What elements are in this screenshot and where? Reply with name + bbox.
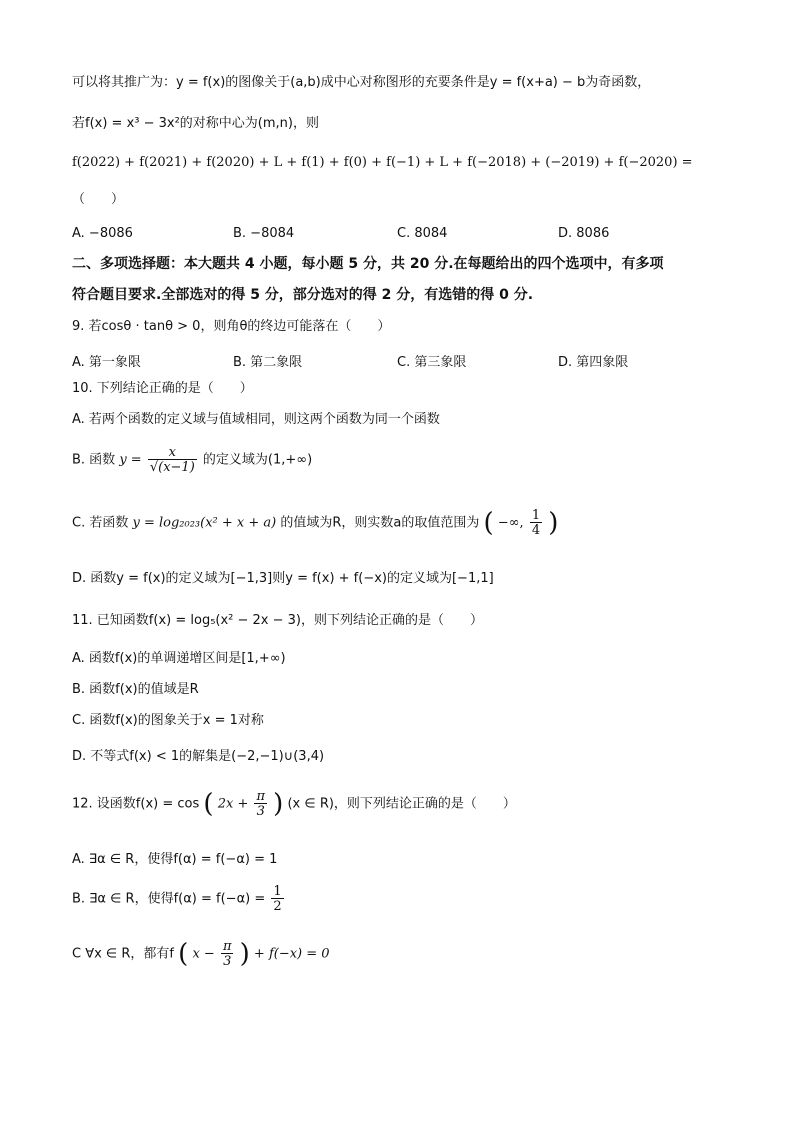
q10-b-denominator: √(x−1) <box>149 460 195 475</box>
q12-c-numerator: π <box>222 939 232 954</box>
q12-option-c <box>72 940 330 968</box>
q12-c-left-paren: ( <box>178 939 189 969</box>
q12-b-denominator: 2 <box>273 899 282 914</box>
q10-option-c <box>72 509 558 537</box>
q10-stem: 10. 下列结论正确的是（ ） <box>72 381 253 396</box>
q12-b-numerator: 1 <box>273 884 282 899</box>
q12-numerator: π <box>256 789 266 804</box>
q10-option-a: A. 若两个函数的定义域与值域相同，则这两个函数为同一个函数 <box>72 412 440 427</box>
q9-option-c: C. 第三象限 <box>397 355 467 370</box>
q11-option-c: C. 函数f(x)的图象关于x = 1对称 <box>72 713 264 728</box>
q10-c-middle: 的值域为R，则实数a的取值范围为 <box>280 515 480 531</box>
q10-b-fraction <box>148 446 197 474</box>
q9-option-b: B. 第二象限 <box>233 355 303 370</box>
q11-option-d: D. 不等式f(x) < 1的解集是(−2,−1)∪(3,4) <box>72 749 325 764</box>
q12-fraction <box>254 790 267 818</box>
q9-stem: 9. 若cosθ · tanθ > 0，则角θ的终边可能落在（ ） <box>72 319 391 334</box>
q10-c-denominator: 4 <box>531 523 541 538</box>
q8-option-b: B. −8084 <box>233 226 295 241</box>
q9-option-a: A. 第一象限 <box>72 355 141 370</box>
q12-c-prefix: C ∀x ∈ R，都有f <box>72 946 174 962</box>
section-heading-line-1: 二、多项选择题：本大题共 4 小题，每小题 5 分，共 20 分.在每题给出的四个选项中，有多项 <box>72 256 664 272</box>
q12-stem <box>72 790 516 818</box>
q10-b-y: y = <box>119 452 142 468</box>
problem-equation: f(2022) + f(2021) + f(2020) + L + f(1) + f(0) + f(−1) + L + f(−2018) + (−2019) + f(−2020) = <box>72 155 693 170</box>
q12-c-right-paren: ) <box>239 939 250 969</box>
q10-b-suffix: 的定义域为(1,+∞) <box>202 452 313 468</box>
q12-denominator: 3 <box>254 803 267 818</box>
q10-c-fraction <box>530 509 542 537</box>
q8-option-d: D. 8086 <box>558 226 610 241</box>
q10-b-prefix: B. 函数 <box>72 452 116 468</box>
q10-b-numerator: x <box>168 445 176 460</box>
q8-option-c: C. 8084 <box>397 226 448 241</box>
q12-option-b <box>72 885 286 913</box>
q12-c-suffix: + f(−x) = 0 <box>253 946 330 962</box>
q10-c-numerator: 1 <box>531 508 541 523</box>
q12-c-inner: x − <box>192 946 215 962</box>
q10-c-left-paren: ( <box>483 508 494 538</box>
q10-option-b <box>72 446 312 474</box>
q8-option-a: A. −8086 <box>72 226 133 241</box>
section-heading-line-2: 符合题目要求.全部选对的得 5 分，部分选对的得 2 分，有选错的得 0 分. <box>72 287 534 303</box>
problem-text-line-1: 可以将其推广为：y = f(x)的图像关于(a,b)成中心对称图形的充要条件是y = f(x+a) − b为奇函数， <box>72 75 651 90</box>
q12-left-paren: ( <box>203 789 214 819</box>
q12-suffix: (x ∈ R)，则下列结论正确的是（ ） <box>287 796 516 812</box>
problem-text-line-2: 若f(x) = x³ − 3x²的对称中心为(m,n)，则 <box>72 116 319 131</box>
q12-inner: 2x + <box>217 796 249 812</box>
q12-right-paren: ) <box>273 789 284 819</box>
q10-c-interval-start: −∞, <box>497 515 524 531</box>
q12-option-a: A. ∃α ∈ R，使得f(α) = f(−α) = 1 <box>72 852 278 867</box>
q10-option-d: D. 函数y = f(x)的定义域为[−1,3]则y = f(x) + f(−x)的定义域为[−1,1] <box>72 571 494 586</box>
q10-c-prefix: C. 若函数 <box>72 515 129 531</box>
q10-c-expression: y = log₂₀₂₃(x² + x + a) <box>132 515 277 531</box>
q11-option-b: B. 函数f(x)的值域是R <box>72 682 199 697</box>
q12-b-fraction <box>271 885 283 913</box>
q11-option-a: A. 函数f(x)的单调递增区间是[1,+∞) <box>72 651 286 666</box>
q10-c-right-paren: ) <box>548 508 559 538</box>
q11-stem: 11. 已知函数f(x) = log₅(x² − 2x − 3)，则下列结论正确的是（ ） <box>72 613 484 628</box>
q9-option-d: D. 第四象限 <box>558 355 629 370</box>
q12-c-fraction <box>221 940 234 968</box>
answer-blank: （ ） <box>72 192 125 207</box>
q12-prefix: 12. 设函数f(x) = cos <box>72 796 200 812</box>
q12-b-prefix: B. ∃α ∈ R，使得f(α) = f(−α) = <box>72 891 266 907</box>
q12-c-denominator: 3 <box>221 953 234 968</box>
